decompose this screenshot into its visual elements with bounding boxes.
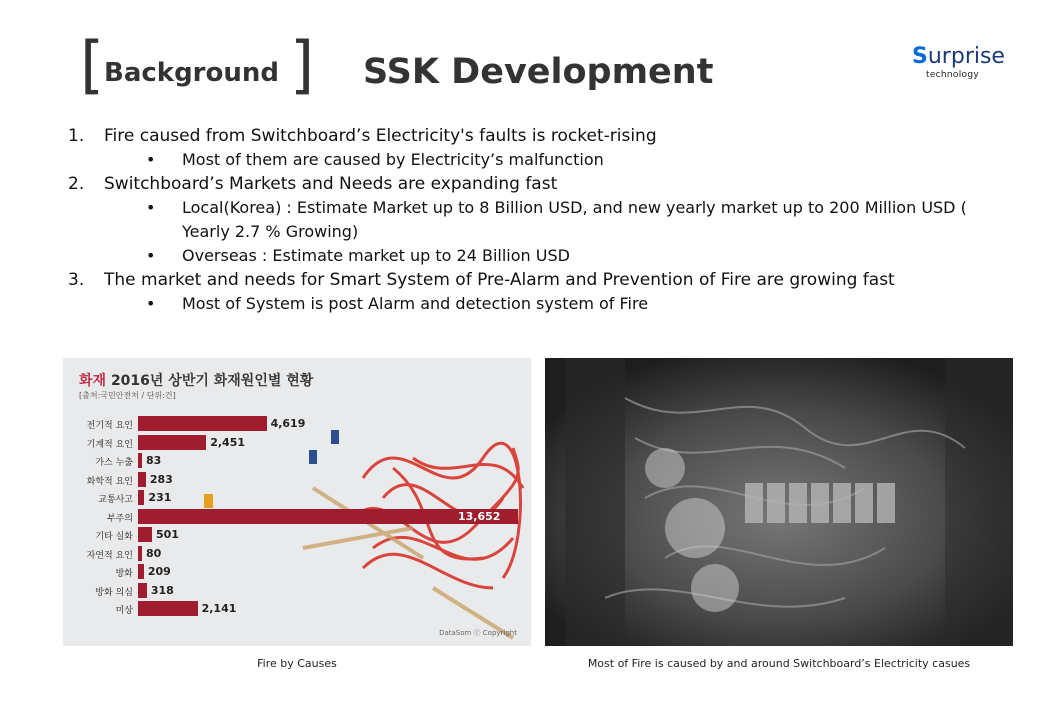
chart-value-label: 209 — [147, 565, 171, 578]
company-logo — [912, 44, 1012, 82]
sub-item-text: Most of them are caused by Electricity’s malfunction — [182, 150, 604, 169]
close-bracket: ] — [290, 28, 315, 101]
open-bracket: [ — [80, 28, 105, 101]
chart-category-label: 부주의 — [106, 513, 133, 524]
item-number: 1. — [68, 126, 85, 146]
sub-item — [68, 244, 982, 268]
logo-text: urprise — [927, 44, 1005, 69]
bullet-mark: • — [146, 150, 156, 169]
chart-bar — [138, 527, 152, 542]
sub-item — [68, 148, 982, 172]
chart-credit: DataSom ⓒ Copyright — [439, 629, 517, 637]
burned-switchboard-photo — [545, 358, 1013, 646]
item-text: Switchboard’s Markets and Needs are expanding fast — [104, 174, 558, 194]
chart-value-label: 13,652 — [458, 509, 501, 523]
bullet-mark: • — [146, 294, 156, 313]
chart-value-label: 83 — [146, 454, 162, 467]
item-number: 3. — [68, 270, 85, 290]
chart-category-label: 방화 의심 — [95, 587, 133, 598]
sub-item-text: Most of System is post Alarm and detection system of Fire — [182, 294, 649, 313]
chart-category-label: 기계적 요인 — [86, 439, 133, 450]
chart-category-label: 미상 — [115, 606, 133, 616]
sub-item-text: Local(Korea) : Estimate Market up to 8 Billion USD, and new yearly market up to 200 Million USD ( Yearly 2.7 % Growing) — [182, 198, 967, 241]
left-caption: Fire by Causes — [257, 657, 337, 670]
logo-initial: S — [912, 44, 928, 69]
sub-item-text: Overseas : Estimate market up to 24 Billion USD — [182, 246, 570, 265]
item-number: 2. — [68, 174, 85, 194]
chart-category-label: 교통사고 — [98, 495, 133, 505]
bullet-list — [68, 124, 982, 316]
chart-category-label: 자연적 요인 — [86, 550, 133, 561]
page-title: SSK Development — [363, 52, 714, 92]
chart-title-text: 2016년 상반기 화재원인별 현황 — [110, 373, 314, 389]
chart-value-label: 2,141 — [201, 602, 237, 615]
chart-bar — [138, 583, 147, 598]
chart-category-label: 화학적 요인 — [86, 476, 133, 487]
sub-item — [68, 196, 982, 244]
chart-value-label: 318 — [150, 583, 174, 597]
chart-bar — [138, 490, 144, 505]
section-label: Background — [104, 58, 279, 88]
right-caption: Most of Fire is caused by and around Switchboard’s Electricity casues — [587, 657, 971, 670]
chart-bar — [138, 472, 146, 487]
list-item — [68, 124, 982, 148]
chart-bar — [138, 453, 142, 468]
chart-value-label: 231 — [148, 491, 172, 504]
sub-item — [68, 292, 982, 316]
list-item — [68, 268, 982, 292]
chart-decoration — [63, 358, 531, 646]
chart-value-label: 80 — [146, 546, 162, 560]
chart-bar — [138, 601, 198, 616]
fire-causes-chart — [63, 358, 531, 646]
chart-bar — [138, 416, 267, 431]
chart-value-label: 283 — [149, 472, 173, 486]
chart-title — [79, 370, 313, 390]
bullet-mark: • — [146, 198, 156, 217]
bullet-mark: • — [146, 246, 156, 265]
item-text: Fire caused from Switchboard’s Electricity's faults is rocket-rising — [104, 126, 657, 146]
chart-category-label: 전기적 요인 — [86, 421, 133, 431]
burned-switchboard-illustration — [545, 358, 1013, 646]
list-item — [68, 172, 982, 196]
chart-category-label: 기타 실화 — [95, 532, 133, 542]
chart-bar — [138, 546, 142, 561]
chart-source: [출처:국민안전처 / 단위:건] — [79, 391, 176, 400]
chart-value-label: 2,451 — [210, 435, 246, 449]
chart-title-highlight: 화재 — [79, 373, 107, 389]
chart-value-label: 501 — [155, 528, 179, 541]
chart-category-label: 가스 누출 — [95, 458, 133, 468]
chart-bar — [138, 435, 206, 450]
chart-bar — [138, 564, 144, 579]
item-text: The market and needs for Smart System of Pre-Alarm and Prevention of Fire are growing fast — [104, 270, 895, 290]
logo-subtitle: technology — [926, 70, 979, 80]
chart-category-label: 방화 — [115, 569, 133, 579]
chart-value-label: 4,619 — [270, 417, 306, 430]
